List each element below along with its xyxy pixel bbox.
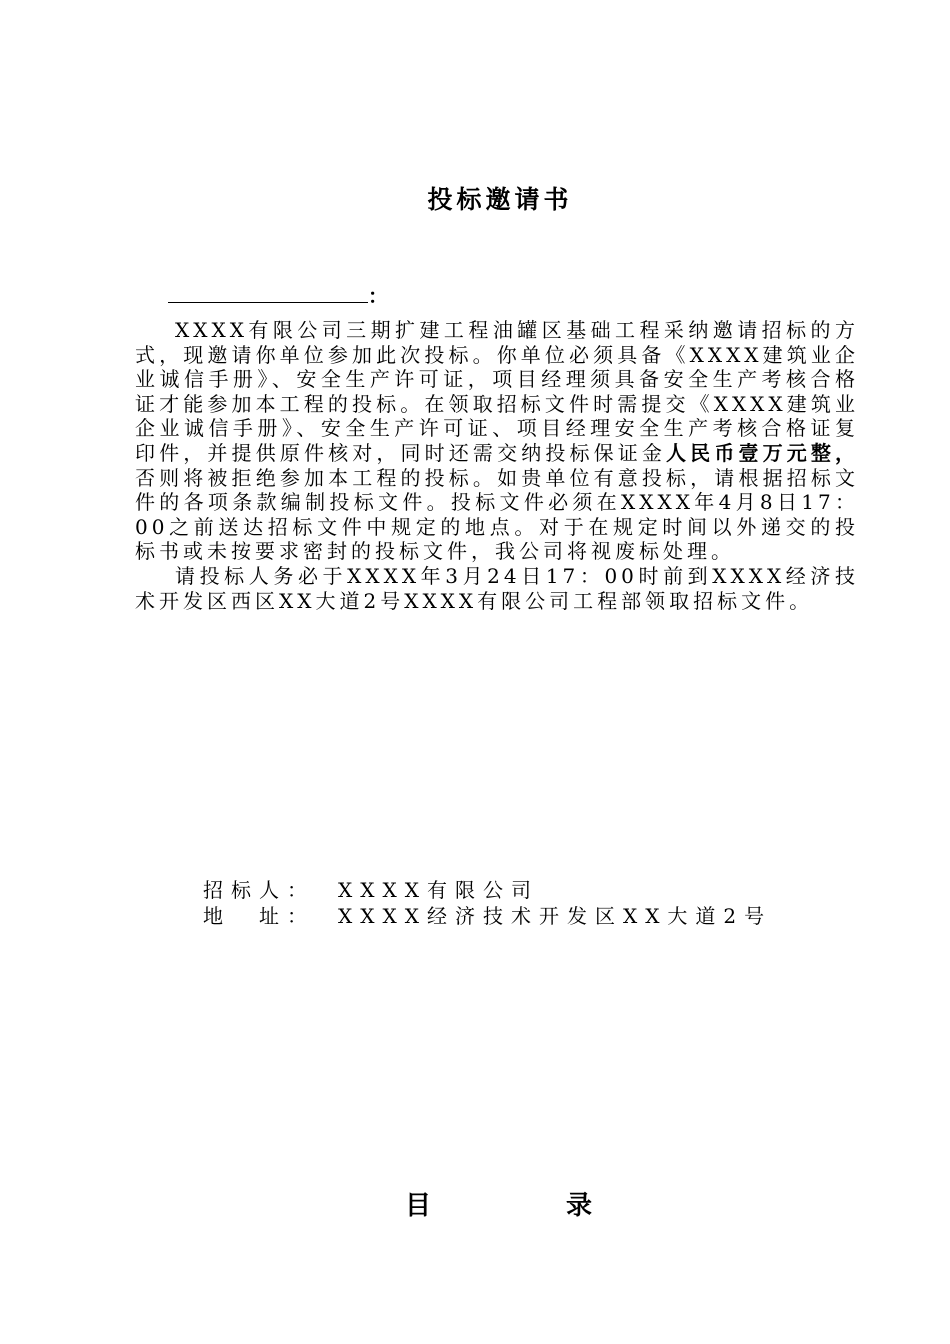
address-row	[203, 903, 772, 929]
document-title: 投标邀请书	[427, 185, 573, 214]
salutation	[168, 283, 388, 309]
recipient-blank-line	[168, 284, 368, 303]
tenderer-value: XXXX有限公司	[338, 878, 539, 902]
paragraph-1-text-b: 否则将被拒绝参加本工程的投标。如贵单位有意投标，请根据招标文件的各项条款编制投标文件。投标文件必须在XXXX年4月8日17：00之前送达招标文件中规定的地点。对于在规定时间以外递交的投标书或未按要求密封的投标文件，我公司将视废标处理。	[135, 465, 859, 564]
paragraph-2: 请投标人务必于XXXX年3月24日17：00时前到XXXX经济技术开发区西区XX大道2号XXXX有限公司工程部领取招标文件。	[135, 563, 859, 613]
signature-block	[203, 877, 772, 929]
tenderer-label: 招标人：	[203, 878, 315, 902]
paragraph-1-text-a: XXXX有限公司三期扩建工程油罐区基础工程采纳邀请招标的方式，现邀请你单位参加此次投标。你单位必须具备《XXXX建筑业企业诚信手册》、安全生产许可证，项目经理须具备安全生产考核合格证才能参加本工程的投标。在领取招标文件时需提交《XXXX建筑业企业诚信手册》、安全生产许可证、项目经理安全生产考核合格证复印件，并提供原件核对，同时还需交纳投标保证金	[135, 318, 859, 465]
invitation-body	[135, 318, 859, 613]
address-value: XXXX经济技术开发区XX大道2号	[338, 904, 773, 928]
toc-heading-left: 目	[405, 1191, 432, 1221]
deposit-amount: 人民币壹万元整，	[666, 440, 860, 465]
salutation-colon: ：	[368, 284, 388, 308]
toc-heading	[405, 1185, 592, 1222]
tenderer-row	[203, 877, 772, 903]
address-label: 地 址：	[203, 904, 315, 928]
paragraph-1	[135, 318, 859, 564]
toc-heading-right: 录	[566, 1191, 593, 1221]
